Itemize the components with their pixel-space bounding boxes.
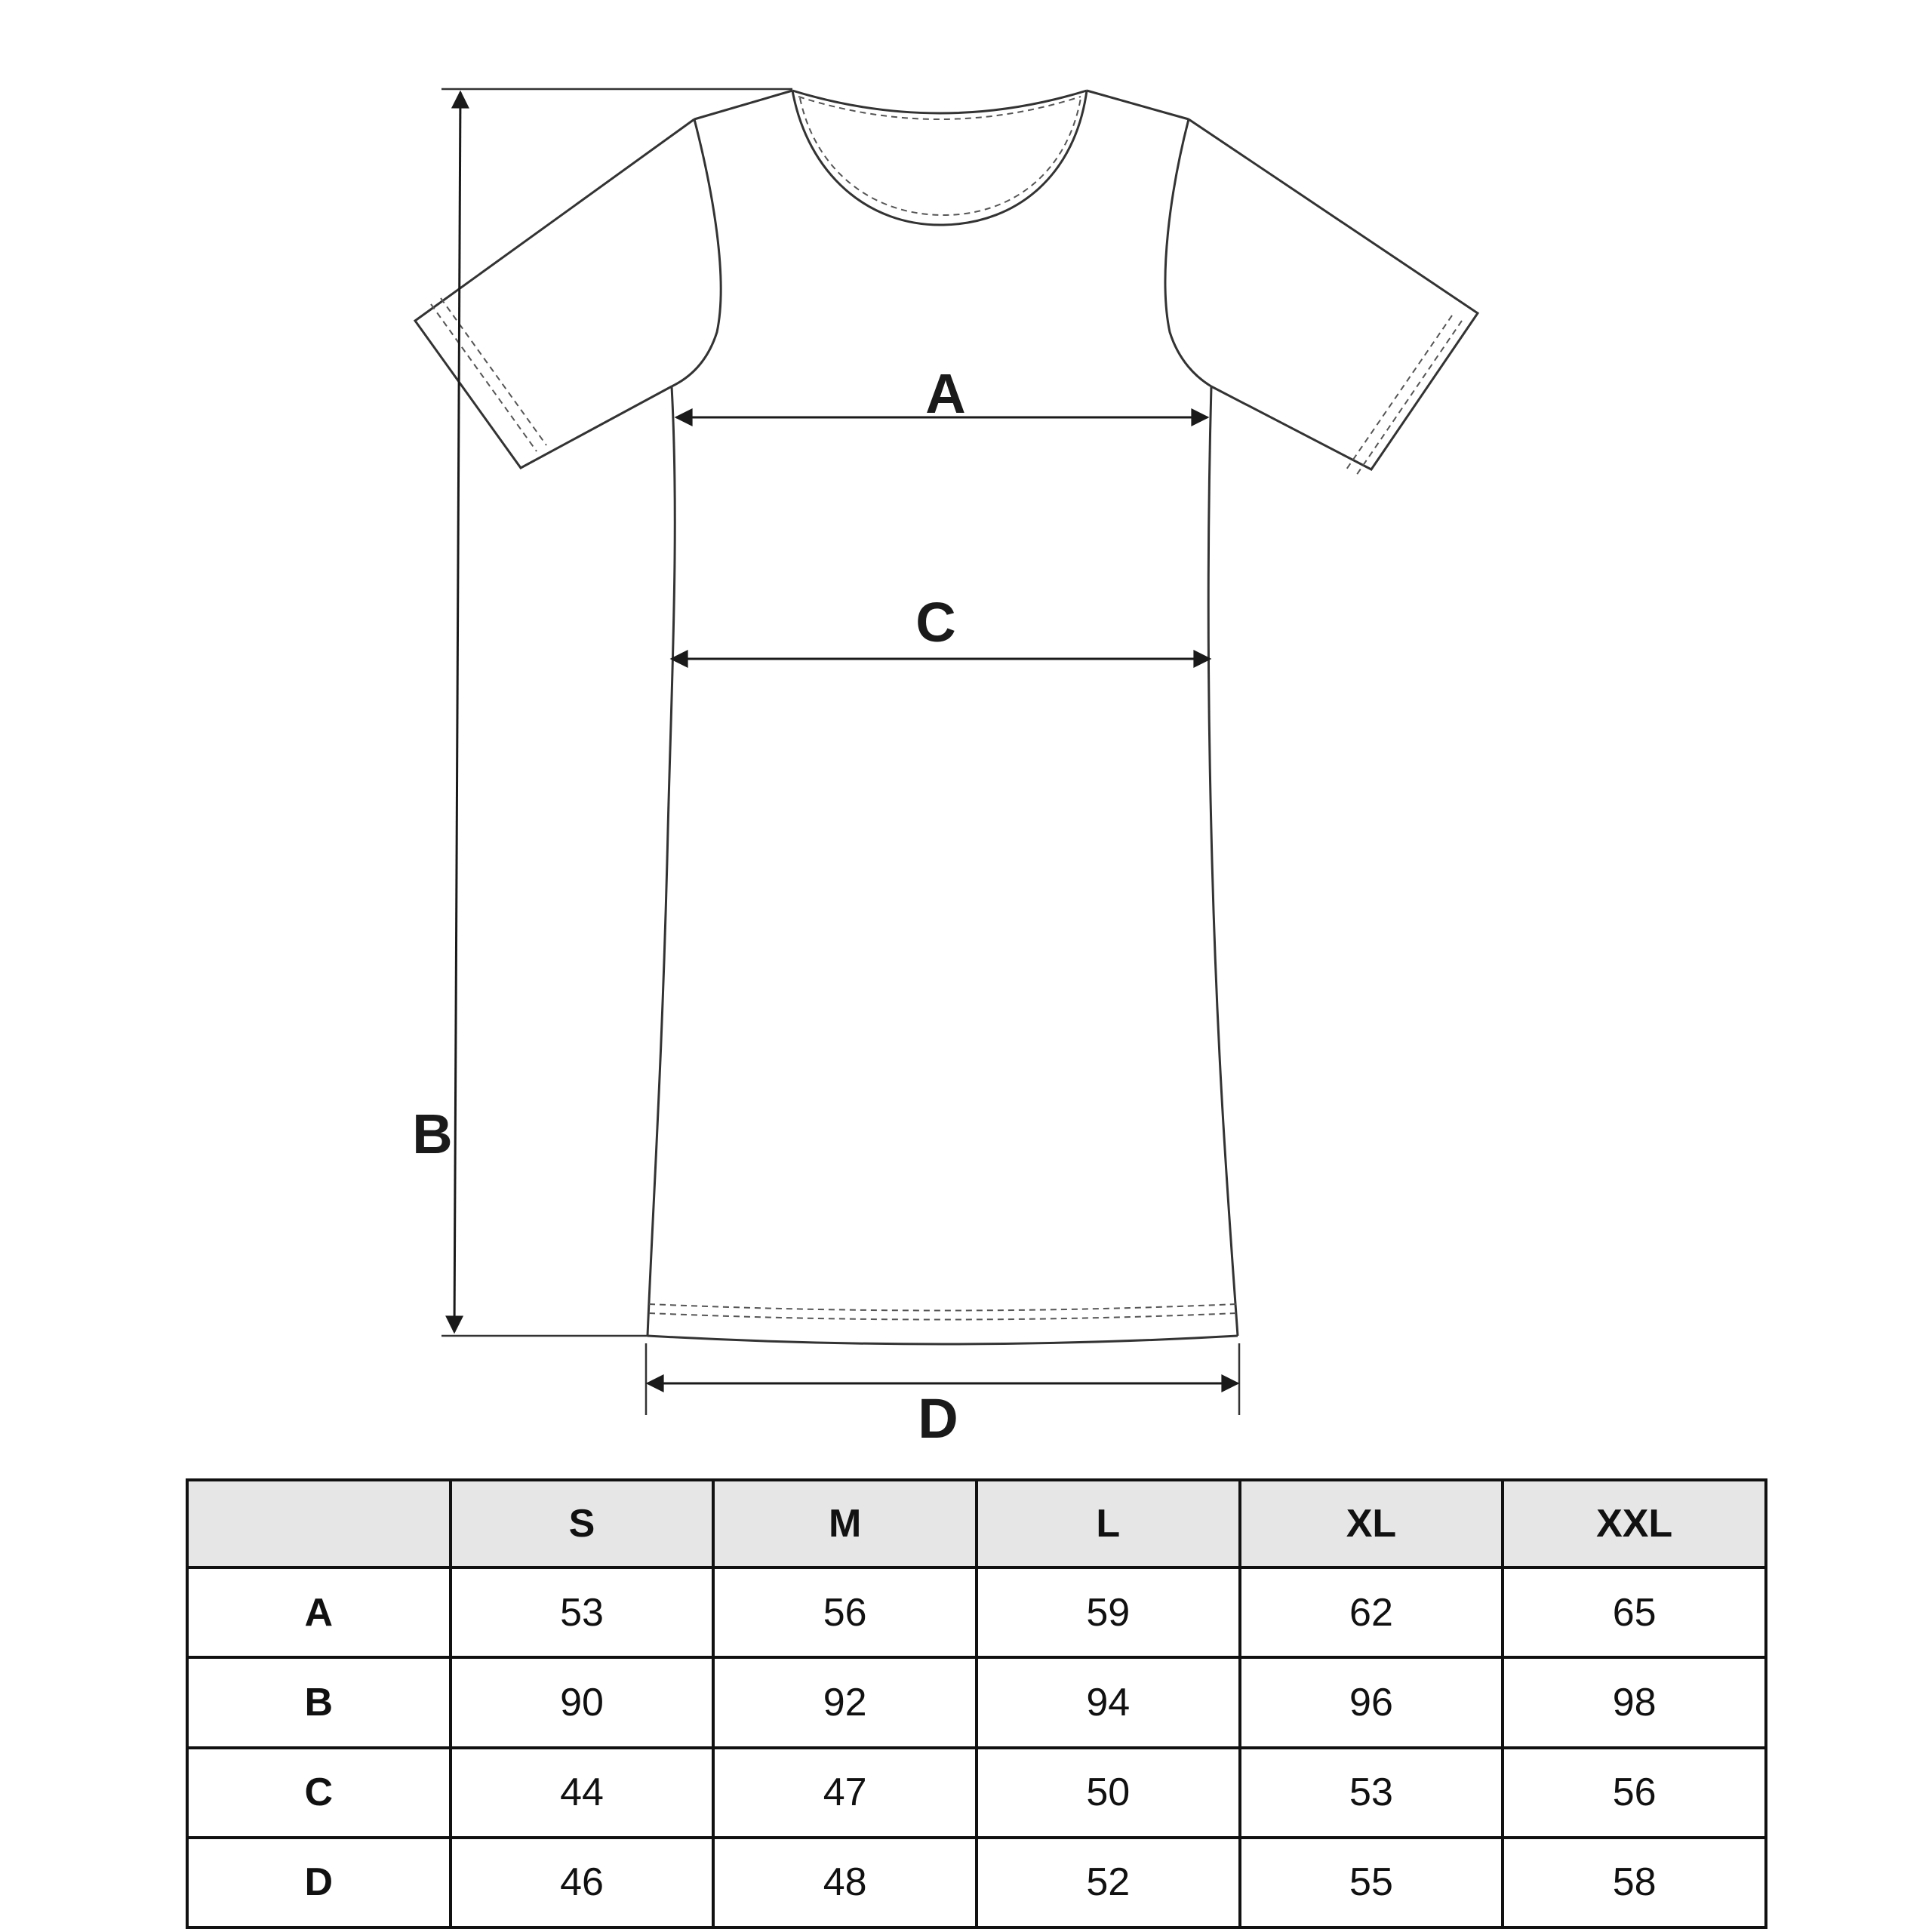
table-cell: 59	[977, 1567, 1240, 1657]
right-shoulder	[1087, 91, 1189, 119]
label-c: C	[915, 591, 956, 654]
table-cell: 94	[977, 1657, 1240, 1747]
row-label: B	[187, 1657, 451, 1747]
table-cell: 98	[1503, 1657, 1766, 1747]
table-cell: 92	[713, 1657, 977, 1747]
table-cell: 53	[451, 1567, 714, 1657]
hem	[648, 1336, 1238, 1344]
neckline-inner	[792, 91, 1087, 225]
left-armhole	[672, 119, 721, 386]
table-cell: 52	[977, 1838, 1240, 1927]
table-cell: 44	[451, 1748, 714, 1838]
size-table	[186, 1478, 1767, 1929]
table-cell: 48	[713, 1838, 977, 1927]
label-d: D	[918, 1387, 958, 1449]
table-cell: 53	[1240, 1748, 1503, 1838]
table-cell: 55	[1240, 1838, 1503, 1927]
label-b: B	[412, 1103, 453, 1165]
table-cell: 62	[1240, 1567, 1503, 1657]
left-sleeve	[415, 119, 694, 468]
table-cell: 56	[1503, 1748, 1766, 1838]
table-header-row	[187, 1480, 1766, 1567]
right-armhole	[1165, 119, 1211, 386]
row-label: A	[187, 1567, 451, 1657]
extension-lines	[441, 89, 1239, 1415]
label-a: A	[925, 362, 966, 425]
right-sleeve	[1189, 119, 1478, 469]
table-cell: 58	[1503, 1838, 1766, 1927]
stitching	[431, 97, 1462, 1320]
arrow-b	[454, 92, 460, 1332]
table-row	[187, 1748, 1766, 1838]
dress-outline	[415, 91, 1478, 1344]
table-row	[187, 1657, 1766, 1747]
row-label: C	[187, 1748, 451, 1838]
right-side-seam	[1208, 386, 1238, 1336]
table-cell: 50	[977, 1748, 1240, 1838]
neckline-outer	[792, 91, 1087, 113]
table-cell: 46	[451, 1838, 714, 1927]
size-header: XL	[1240, 1480, 1503, 1567]
size-header: M	[713, 1480, 977, 1567]
table-row	[187, 1838, 1766, 1927]
table-corner-cell	[187, 1480, 451, 1567]
size-header: L	[977, 1480, 1240, 1567]
row-label: D	[187, 1838, 451, 1927]
table-row	[187, 1567, 1766, 1657]
dimension-arrows	[454, 92, 1238, 1383]
left-side-seam	[648, 386, 675, 1336]
size-header: XXL	[1503, 1480, 1766, 1567]
table-cell: 90	[451, 1657, 714, 1747]
left-shoulder	[694, 91, 792, 119]
table-cell: 56	[713, 1567, 977, 1657]
table-cell: 96	[1240, 1657, 1503, 1747]
table-cell: 47	[713, 1748, 977, 1838]
size-header: S	[451, 1480, 714, 1567]
table-cell: 65	[1503, 1567, 1766, 1657]
